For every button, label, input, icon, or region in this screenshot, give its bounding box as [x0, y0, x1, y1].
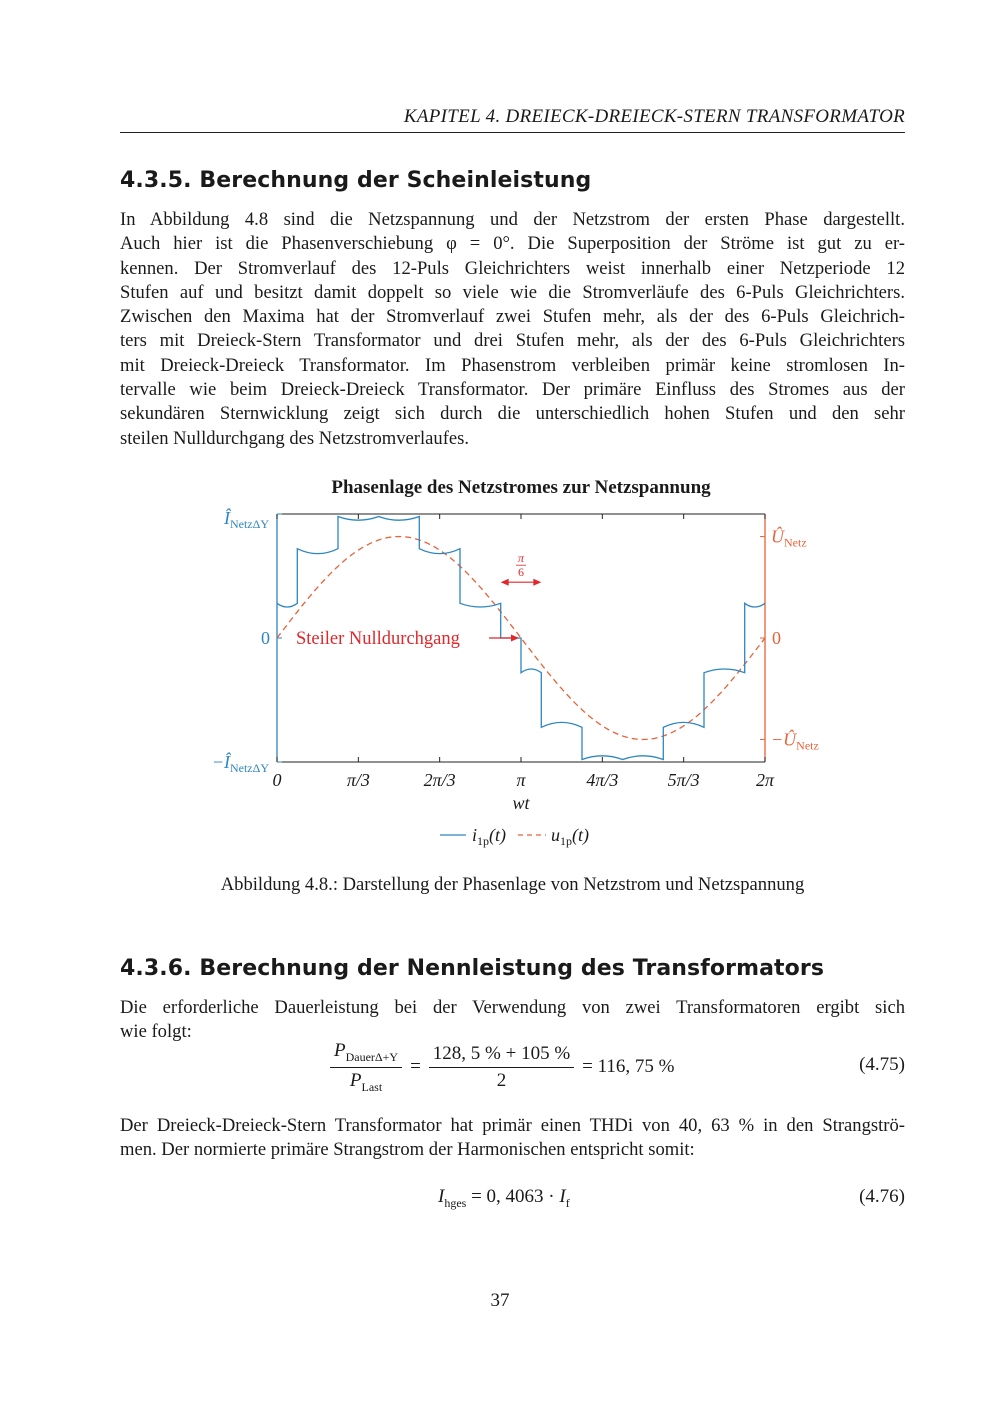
- span-label-denominator: 6: [518, 565, 524, 580]
- left-axis-max-label: $Î_{Netz\Delta Y}$: [223, 508, 269, 531]
- text-line: Der Dreieck-Dreieck-Stern Transformator hat primär einen THDi von 40, 63 % in den Strangströ-: [120, 1115, 905, 1136]
- lhs-fraction: [330, 1040, 402, 1095]
- x-tick-label: 4π/3: [586, 770, 619, 790]
- legend-voltage-label: $u_{1p}(t)$: [551, 825, 589, 848]
- figure-caption: Abbildung 4.8.: Darstellung der Phasenlage von Netzstrom und Netzspannung: [220, 874, 805, 895]
- paragraph-nennleistung-intro: [120, 996, 905, 1045]
- eq-result: = 116, 75 %: [582, 1056, 675, 1078]
- equation-4-75: [120, 1040, 905, 1096]
- text-line: Die erforderliche Dauerleistung bei der Verwendung von zwei Transformatoren ergibt sich: [120, 997, 905, 1018]
- span-arrow-head-right: [533, 579, 541, 586]
- lhs-var: I: [438, 1186, 445, 1207]
- x-tick-label: 2π: [755, 770, 775, 790]
- phase-chart: [0, 470, 1000, 850]
- x-tick-label: 0: [272, 770, 282, 790]
- text-line: wie folgt:: [120, 1021, 192, 1043]
- text-line: tervalle wie beim Dreieck-Dreieck Transformator. Der primäre Einfluss des Stromes aus der: [120, 379, 905, 401]
- text-line: steilen Nulldurchgang des Netzstromverlaufes.: [120, 427, 470, 449]
- left-axis-zero-label: 0: [261, 628, 270, 648]
- equation-number: (4.75): [859, 1054, 905, 1075]
- text-line: kennen. Der Stromverlauf des 12-Puls Gleichrichters weist innerhalb einer Netzperiode 12: [120, 257, 905, 279]
- chart-labels: [212, 507, 819, 848]
- annotation-arrow-head: [511, 635, 519, 642]
- annotation-steiler-nulldurchgang: Steiler Nulldurchgang: [296, 629, 460, 649]
- text-line: Zwischen den Maxima hat der Stromverlauf zwei Stufen mehr, als der des 6-Puls Gleichrich-: [120, 306, 905, 328]
- x-tick-label: π/3: [346, 770, 370, 790]
- left-axis-min-label: $-Î_{Netz\Delta Y}$: [211, 752, 269, 775]
- text-line: mit Dreieck-Dreieck Transformator. Im Phasenstrom verbleiben primär keine stromlosen In-: [120, 354, 905, 376]
- lhs-num-var: P: [334, 1040, 346, 1061]
- x-axis-label: wt: [512, 793, 530, 813]
- rhs-text: = 0, 4063 ·: [471, 1186, 560, 1207]
- running-head: KAPITEL 4. DREIECK-DREIECK-STERN TRANSFORMATOR: [403, 106, 905, 127]
- x-tick-label: π: [516, 770, 526, 790]
- span-label-numerator: π: [517, 551, 525, 566]
- right-axis-zero-label: 0: [772, 628, 781, 648]
- rhs-sub: f: [565, 1195, 570, 1210]
- lhs-den-sub: Last: [361, 1079, 383, 1094]
- text-line: In Abbildung 4.8 sind die Netzspannung und der Netzstrom der ersten Phase dargestellt.: [120, 209, 905, 230]
- text-line: men. Der normierte primäre Strangstrom der Harmonischen entspricht somit:: [120, 1139, 695, 1161]
- lhs-num-sub: DauerΔ+Y: [345, 1049, 399, 1064]
- section-title-scheinleistung: 4.3.5. Berechnung der Scheinleistung: [120, 168, 592, 193]
- x-tick-label: 2π/3: [423, 770, 456, 790]
- lhs-sub: hges: [444, 1195, 467, 1210]
- equals-sign: =: [410, 1056, 421, 1078]
- right-axis-min-label: $-Û_{Netz}$: [771, 729, 819, 753]
- text-line: Auch hier ist die Phasenverschiebung φ = 0°. Die Superposition der Ströme ist gut zu er-: [120, 233, 905, 255]
- paragraph-thdi: [120, 1114, 905, 1163]
- header-rule: [120, 132, 905, 133]
- text-line: Stufen auf und besitzt damit doppelt so viele wie die Stromverläufe des 6-Puls Gleichrichters.: [120, 281, 905, 303]
- equation-number: (4.76): [859, 1186, 905, 1207]
- section-title-nennleistung: 4.3.6. Berechnung der Nennleistung des Transformators: [120, 956, 825, 981]
- rhs-den: 2: [496, 1069, 507, 1091]
- text-line: ters mit Dreieck-Stern Transformator und drei Stufen mehr, als der des 6-Puls Gleichrichters: [120, 330, 905, 352]
- rhs-fraction: [429, 1043, 574, 1092]
- page-number: 37: [490, 1290, 510, 1311]
- legend-current-label: $i_{1p}(t)$: [472, 825, 507, 848]
- x-tick-label: 5π/3: [667, 770, 700, 790]
- text-line: sekundären Sternwicklung zeigt sich durch die unterschiedlich hohen Stufen und den sehr: [120, 403, 905, 425]
- rhs-num: 128, 5 % + 105 %: [429, 1043, 574, 1068]
- span-arrow-head-left: [501, 579, 509, 586]
- lhs-den-var: P: [349, 1069, 362, 1091]
- rhs-var: I: [559, 1186, 566, 1207]
- chart-title: Phasenlage des Netzstromes zur Netzspannung: [331, 477, 711, 498]
- paragraph-scheinleistung: [120, 208, 905, 451]
- right-axis-max-label: $Û_{Netz}$: [771, 526, 807, 550]
